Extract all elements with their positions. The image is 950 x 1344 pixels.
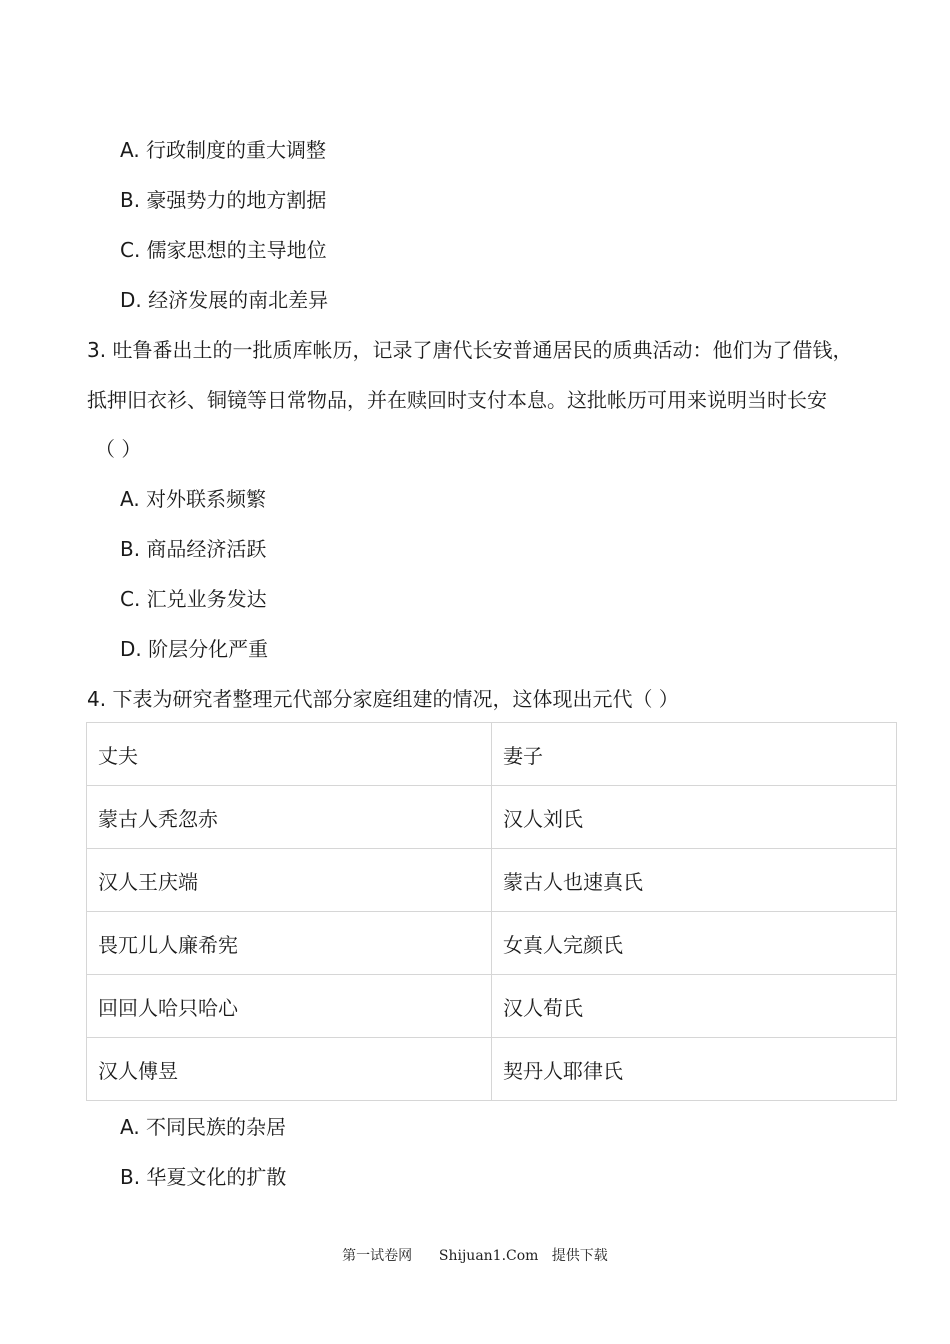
wife-cell: 契丹人耶律氏: [492, 1038, 897, 1101]
header-husband: 丈夫: [87, 723, 492, 786]
table-row: [87, 1038, 897, 1101]
wife-cell: 蒙古人也速真氏: [492, 849, 897, 912]
q3-stem-line-3: （ ）: [95, 437, 142, 461]
husband-cell: 蒙古人秃忽赤: [87, 786, 492, 849]
q4-option-a: A. 不同民族的杂居: [120, 1115, 287, 1139]
marriage-table: [86, 722, 897, 1101]
table-row: [87, 975, 897, 1038]
q2-option-c: C. 儒家思想的主导地位: [120, 238, 327, 262]
husband-cell: 汉人傅昱: [87, 1038, 492, 1101]
table-row: [87, 912, 897, 975]
page-footer: 第一试卷网 Shijuan1.Com 提供下载: [342, 1248, 608, 1264]
q2-option-d: D. 经济发展的南北差异: [120, 288, 329, 312]
wife-cell: 汉人刘氏: [492, 786, 897, 849]
table-row: [87, 849, 897, 912]
q3-stem-line-1: 3. 吐鲁番出土的一批质库帐历，记录了唐代长安普通居民的质典活动：他们为了借钱，: [87, 338, 853, 362]
header-wife: 妻子: [492, 723, 897, 786]
wife-cell: 女真人完颜氏: [492, 912, 897, 975]
husband-cell: 畏兀儿人廉希宪: [87, 912, 492, 975]
q3-option-a: A. 对外联系频繁: [120, 487, 267, 511]
husband-cell: 汉人王庆端: [87, 849, 492, 912]
table-row: [87, 786, 897, 849]
table-header-row: [87, 723, 897, 786]
q3-option-c: C. 汇兑业务发达: [120, 587, 267, 611]
q4-stem: 4. 下表为研究者整理元代部分家庭组建的情况，这体现出元代（ ）: [87, 687, 679, 711]
q3-option-d: D. 阶层分化严重: [120, 637, 269, 661]
q2-option-b: B. 豪强势力的地方割据: [120, 188, 327, 212]
q4-option-b: B. 华夏文化的扩散: [120, 1165, 287, 1189]
q2-option-a: A. 行政制度的重大调整: [120, 138, 327, 162]
q3-option-b: B. 商品经济活跃: [120, 537, 267, 561]
husband-cell: 回回人哈只哈心: [87, 975, 492, 1038]
wife-cell: 汉人荀氏: [492, 975, 897, 1038]
q3-stem-line-2: 抵押旧衣衫、铜镜等日常物品，并在赎回时支付本息。这批帐历可用来说明当时长安: [87, 388, 827, 412]
